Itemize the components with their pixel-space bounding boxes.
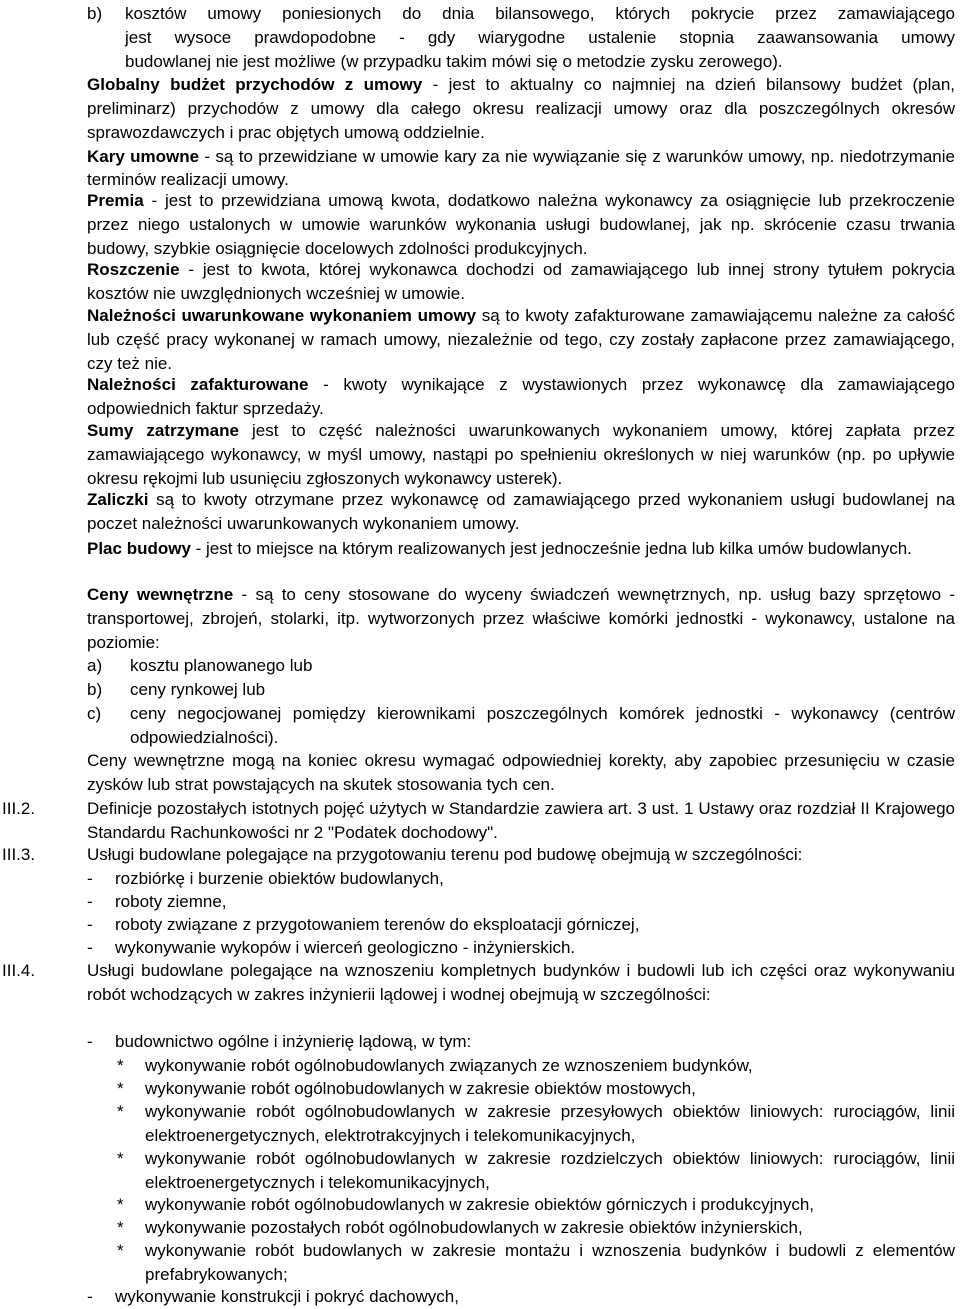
- section-number: III.3.: [2, 845, 36, 864]
- sub-item: wykonywanie robót ogólnobudowlanych w zakresie obiektów górniczych i produkcyjnych,: [145, 1195, 815, 1214]
- price-option: ceny negocjowanej pomiędzy kierownikami poszczególnych komórek jednostki - wykonawcy (centrów odpowiedzialności).: [130, 704, 955, 747]
- sub-item: wykonywanie robót ogólnobudowlanych w zakresie obiektów mostowych,: [145, 1079, 696, 1098]
- sub-item: wykonywanie pozostałych robót ogólnobudowlanych w zakresie obiektów inżynierskich,: [145, 1218, 803, 1237]
- dash-marker: -: [87, 915, 93, 934]
- definition: [87, 583, 955, 654]
- definition-text: - są to ceny stosowane do wyceny świadczeń wewnętrznych, np. usług bazy sprzętowo - transportowej, zbrojeń, stolarki, itp. wytworzonych przez właściwe komórki jednostki - wykonawcy, ustalone na poziomie:: [87, 585, 955, 652]
- list-item: roboty ziemne,: [115, 892, 227, 911]
- star-marker: *: [117, 1056, 124, 1075]
- star-marker: *: [117, 1218, 124, 1237]
- definition: [87, 419, 955, 490]
- definition-term: Globalny budżet przychodów z umowy: [87, 75, 423, 94]
- definition: [87, 145, 955, 193]
- dash-marker: -: [87, 869, 93, 888]
- list-marker: a): [87, 656, 103, 675]
- definition-term: Kary umowne: [87, 146, 200, 166]
- definition-term: Ceny wewnętrzne: [87, 585, 234, 604]
- list-item: rozbiórkę i burzenie obiektów budowlanych,: [115, 869, 444, 888]
- top-item-line: budowlanej nie jest możliwe (w przypadku takim mówi się o metodzie zysku zerowego).: [125, 51, 783, 71]
- section-number: III.4.: [2, 961, 36, 980]
- dash-marker: -: [87, 938, 93, 957]
- star-marker: *: [117, 1241, 124, 1260]
- definition-term: Należności zafakturowane: [87, 375, 309, 394]
- definition: [87, 488, 955, 536]
- definition-term: Sumy zatrzymane: [87, 421, 239, 440]
- definition: [87, 537, 955, 561]
- section-text: Usługi budowlane polegające na wznoszeniu kompletnych budynków i budowli lub ich części oraz wykonywaniu robót wchodzących w zakres inżynierii lądowej i wodnej obejmują w szczególności:: [87, 961, 955, 1004]
- definition-text: - jest to przewidziana umową kwota, dodatkowo należna wykonawcy za osiągnięcie lub przekroczenie przez niego ustalonych w umowie warunków wykonania usługi budowlanej, jak np. skrócenie czasu trwania budowy, szybkie osiągnięcie docelowych zdolności produkcyjnych.: [87, 191, 955, 258]
- definition-text: jest to część należności uwarunkowanych wykonaniem umowy, której zapłata przez zamawiającego wykonawcy, w myśl umowy, nastąpi po spełnieniu określonych w niej warunków (np. po upływie okresu rękojmi lub usunięciu zgłoszonych wykonawcy usterek).: [87, 421, 955, 488]
- group-label: budownictwo ogólne i inżynierię lądową, w tym:: [115, 1032, 472, 1051]
- definition: [87, 73, 955, 144]
- section-number: III.2.: [2, 799, 36, 818]
- definition-text: - kwoty wynikające z wystawionych przez wykonawcę dla zamawiającego odpowiednich faktur sprzedaży.: [87, 375, 955, 418]
- star-marker: *: [117, 1195, 124, 1214]
- section-text: Definicje pozostałych istotnych pojęć użytych w Standardzie zawiera art. 3 ust. 1 Ustawy oraz rozdział II Krajowego Standardu Rachunkowości nr 2 "Podatek dochodowy".: [87, 799, 955, 842]
- sub-item: wykonywanie robót ogólnobudowlanych w zakresie rozdzielczych obiektów liniowych: rurociągów, linii elektroenergetycznych i telekomunikacyjnych,: [145, 1149, 955, 1192]
- price-option: ceny rynkowej lub: [130, 680, 266, 699]
- definition: [87, 373, 955, 421]
- top-item-line: kosztów umowy poniesionych do dnia bilansowego, których pokrycie przez zamawiającego: [125, 4, 955, 23]
- dash-marker: -: [87, 1032, 93, 1051]
- group-label: wykonywanie konstrukcji i pokryć dachowych,: [115, 1287, 459, 1306]
- definition-term: Roszczenie: [87, 260, 180, 279]
- price-note: Ceny wewnętrzne mogą na koniec okresu wymagać odpowiedniej korekty, aby zapobiec przesunięciu w czasie zysków lub strat powstających na skutek stosowania tych cen.: [87, 751, 955, 794]
- list-marker: b): [87, 4, 103, 23]
- section-text: Usługi budowlane polegające na przygotowaniu terenu pod budowę obejmują w szczególności:: [87, 845, 803, 864]
- sub-item: wykonywanie robót ogólnobudowlanych związanych ze wznoszeniem budynków,: [145, 1056, 753, 1075]
- definition: [87, 304, 955, 375]
- price-option: kosztu planowanego lub: [130, 656, 313, 675]
- dash-marker: -: [87, 1287, 93, 1306]
- definition: [87, 258, 955, 306]
- list-marker: b): [87, 680, 103, 699]
- star-marker: *: [117, 1079, 124, 1098]
- definition-term: Plac budowy: [87, 539, 191, 558]
- list-item: roboty związane z przygotowaniem terenów do eksploatacji górniczej,: [115, 915, 640, 934]
- definition-term: Premia: [87, 191, 144, 210]
- star-marker: *: [117, 1149, 124, 1168]
- definition-text: są to kwoty zafakturowane zamawiającemu należne za całość lub część pracy wykonanej w ramach umowy, niezależnie od tego, czy zostały zapłacone przez zamawiającego, czy też nie.: [87, 306, 955, 373]
- definition: [87, 189, 955, 260]
- sub-item: wykonywanie robót budowlanych w zakresie montażu i wznoszenia budynków i budowli z elementów prefabrykowanych;: [145, 1241, 955, 1284]
- dash-marker: -: [87, 892, 93, 911]
- definition-term: Zaliczki: [87, 490, 149, 509]
- star-marker: *: [117, 1102, 124, 1121]
- sub-item: wykonywanie robót ogólnobudowlanych w zakresie przesyłowych obiektów liniowych: rurociągów, linii elektroenergetycznych, elektrotrakcyjnych i telekomunikacyjnych,: [145, 1102, 955, 1145]
- top-item-line: jest wysoce prawdopodobne - gdy wiarygodne ustalenie stopnia zaawansowania umowy: [125, 27, 955, 47]
- definition-text: - są to przewidziane w umowie kary za nie wywiązanie się z warunków umowy, np. niedotrzymanie terminów realizacji umowy.: [87, 146, 955, 190]
- definition-term: Należności uwarunkowane wykonaniem umowy: [87, 306, 477, 325]
- definition-text: - jest to miejsce na którym realizowanych jest jednocześnie jedna lub kilka umów budowlanych.: [190, 539, 912, 558]
- definition-text: są to kwoty otrzymane przez wykonawcę od zamawiającego przed wykonaniem usługi budowlanej na poczet należności uwarunkowanych wykonaniem umowy.: [87, 490, 955, 533]
- list-item: wykonywanie wykopów i wierceń geologiczno - inżynierskich.: [115, 938, 576, 957]
- list-marker: c): [87, 704, 102, 723]
- definition-text: - jest to aktualny co najmniej na dzień bilansowy budżet (plan, preliminarz) przychodów z umowy dla całego okresu realizacji umowy oraz dla poszczególnych okresów sprawozdawczych i prac objętych umową oddzielnie.: [87, 75, 955, 142]
- definition-text: - jest to kwota, której wykonawca dochodzi od zamawiającego lub innej strony tytułem pokrycia kosztów nie uwzględnionych wcześniej w umowie.: [87, 260, 955, 303]
